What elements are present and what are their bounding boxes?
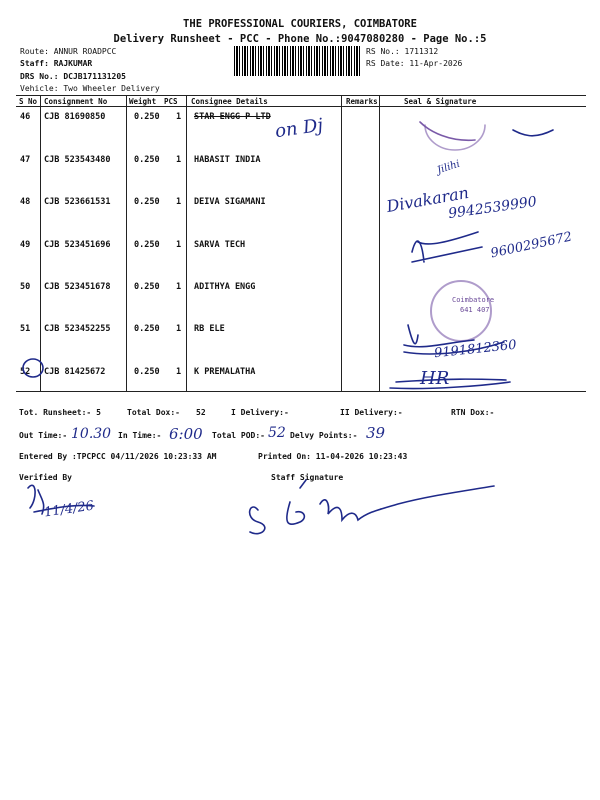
row-consignee: RB ELE — [194, 324, 225, 334]
column-header-weight: Weight — [129, 97, 157, 106]
rs-date: RS Date: 11-Apr-2026 — [366, 59, 463, 68]
row-consignment: CJB 523452255 — [44, 324, 111, 334]
row-sno: 46 — [20, 112, 31, 122]
vehicle-label: Vehicle: Two Wheeler Delivery — [20, 84, 160, 93]
out-time-label: Out Time:- — [19, 431, 68, 440]
row49-signature — [412, 232, 482, 262]
delvy-points-label: Delvy Points:- — [290, 431, 358, 440]
row-weight: 0.250 — [134, 112, 160, 122]
row-consignee: ADITHYA ENGG — [194, 282, 256, 292]
row-pcs: 1 — [176, 155, 182, 165]
row-sno: 48 — [20, 197, 31, 207]
staff-signature-label: Staff Signature — [271, 473, 344, 482]
row-weight: 0.250 — [134, 282, 160, 292]
delvy-points-handwritten: 39 — [366, 424, 386, 442]
row-weight: 0.250 — [134, 240, 160, 250]
row-consignment: CJB 81690850 — [44, 112, 106, 122]
rs-number: RS No.: 1711312 — [366, 47, 439, 56]
row52-initials-handwriting: HR — [420, 368, 450, 389]
column-header-consignment: Consignment No — [44, 97, 108, 106]
row-consignee: DEIVA SIGAMANI — [194, 197, 266, 207]
row47-handwriting: Jilihi — [435, 158, 462, 177]
row-consignee: HABASIT INDIA — [194, 155, 261, 165]
row-weight: 0.250 — [134, 197, 160, 207]
row48-name-handwriting: Divakaran — [384, 182, 471, 217]
total-pod-label: Total POD:- — [212, 431, 265, 440]
in-time-label: In Time:- — [118, 431, 162, 440]
row-pcs: 1 — [176, 240, 182, 250]
stamp-city-text: Coimbatore — [452, 296, 495, 304]
row-consignment: CJB 523451678 — [44, 282, 111, 292]
row46-handwriting: on Dj — [273, 114, 325, 143]
row-weight: 0.250 — [134, 324, 160, 334]
entered-by: Entered By :TPCPCC 04/11/2026 10:23:33 AM — [19, 452, 217, 461]
verified-date-handwriting: 11/4/26 — [43, 498, 95, 521]
row-consignee: SARVA TECH — [194, 240, 246, 250]
rtn-dox-label: RTN Dox:- — [451, 408, 495, 417]
tot-runsheet: Tot. Runsheet:- 5 — [19, 408, 101, 417]
row-pcs: 1 — [176, 367, 182, 377]
total-dox-label: Total Dox:- — [127, 408, 180, 417]
row-pcs: 1 — [176, 324, 182, 334]
row-pcs: 1 — [176, 112, 182, 122]
out-time-handwritten: 10.30 — [71, 426, 112, 442]
row52-circle-mark — [23, 359, 43, 377]
verified-signature — [28, 485, 94, 514]
row-consignment: CJB 523661531 — [44, 197, 111, 207]
in-time-handwritten: 6:00 — [169, 425, 203, 443]
verified-by-label: Verified By — [19, 473, 72, 482]
row52-signature — [390, 379, 510, 388]
i-delivery-label: I Delivery:- — [231, 408, 289, 417]
stamp-pin-text: 641 407 — [460, 306, 490, 314]
route-label: Route: ANNUR ROADPCC — [20, 47, 117, 56]
total-pod-handwritten: 52 — [268, 425, 286, 441]
total-dox-value: 52 — [196, 408, 206, 417]
ii-delivery-label: II Delivery:- — [340, 408, 403, 417]
row-consignment: CJB 523543480 — [44, 155, 111, 165]
row-sno: 52 — [20, 367, 31, 377]
row-weight: 0.250 — [134, 367, 160, 377]
row-sno: 47 — [20, 155, 31, 165]
row-pcs: 1 — [176, 282, 182, 292]
row-consignee: STAR ENGG P LTD — [194, 112, 271, 122]
column-header-signature: Seal & Signature — [404, 97, 477, 106]
printed-on: Printed On: 11-04-2026 10:23:43 — [258, 452, 408, 461]
row51-signature — [404, 325, 504, 354]
row46-signature — [513, 130, 553, 136]
column-header-pcs: PCS — [164, 97, 178, 106]
drs-number: DRS No.: DCJB171131205 — [20, 72, 126, 81]
company-title: THE PROFESSIONAL COURIERS, COIMBATORE — [183, 18, 417, 30]
column-header-consignee: Consignee Details — [191, 97, 268, 106]
row-consignment: CJB 81425672 — [44, 367, 106, 377]
row-sno: 49 — [20, 240, 31, 250]
row-weight: 0.250 — [134, 155, 160, 165]
row-consignment: CJB 523451696 — [44, 240, 111, 250]
row48-phone-handwriting: 9942539990 — [447, 193, 538, 223]
row-pcs: 1 — [176, 197, 182, 207]
row51-phone-handwriting: 9191812360 — [433, 337, 518, 362]
staff-label: Staff: RAJKUMAR — [20, 59, 93, 68]
runsheet-subtitle: Delivery Runsheet - PCC - Phone No.:9047080280 - Page No.:5 — [113, 33, 487, 45]
row-sno: 50 — [20, 282, 31, 292]
column-header-sno: S No — [19, 97, 38, 106]
column-header-remarks: Remarks — [346, 97, 378, 106]
row-consignee: K PREMALATHA — [194, 367, 256, 377]
row49-phone-handwriting: 9600295672 — [489, 229, 574, 262]
row-sno: 51 — [20, 324, 31, 334]
staff-signature-strokes — [250, 486, 494, 534]
